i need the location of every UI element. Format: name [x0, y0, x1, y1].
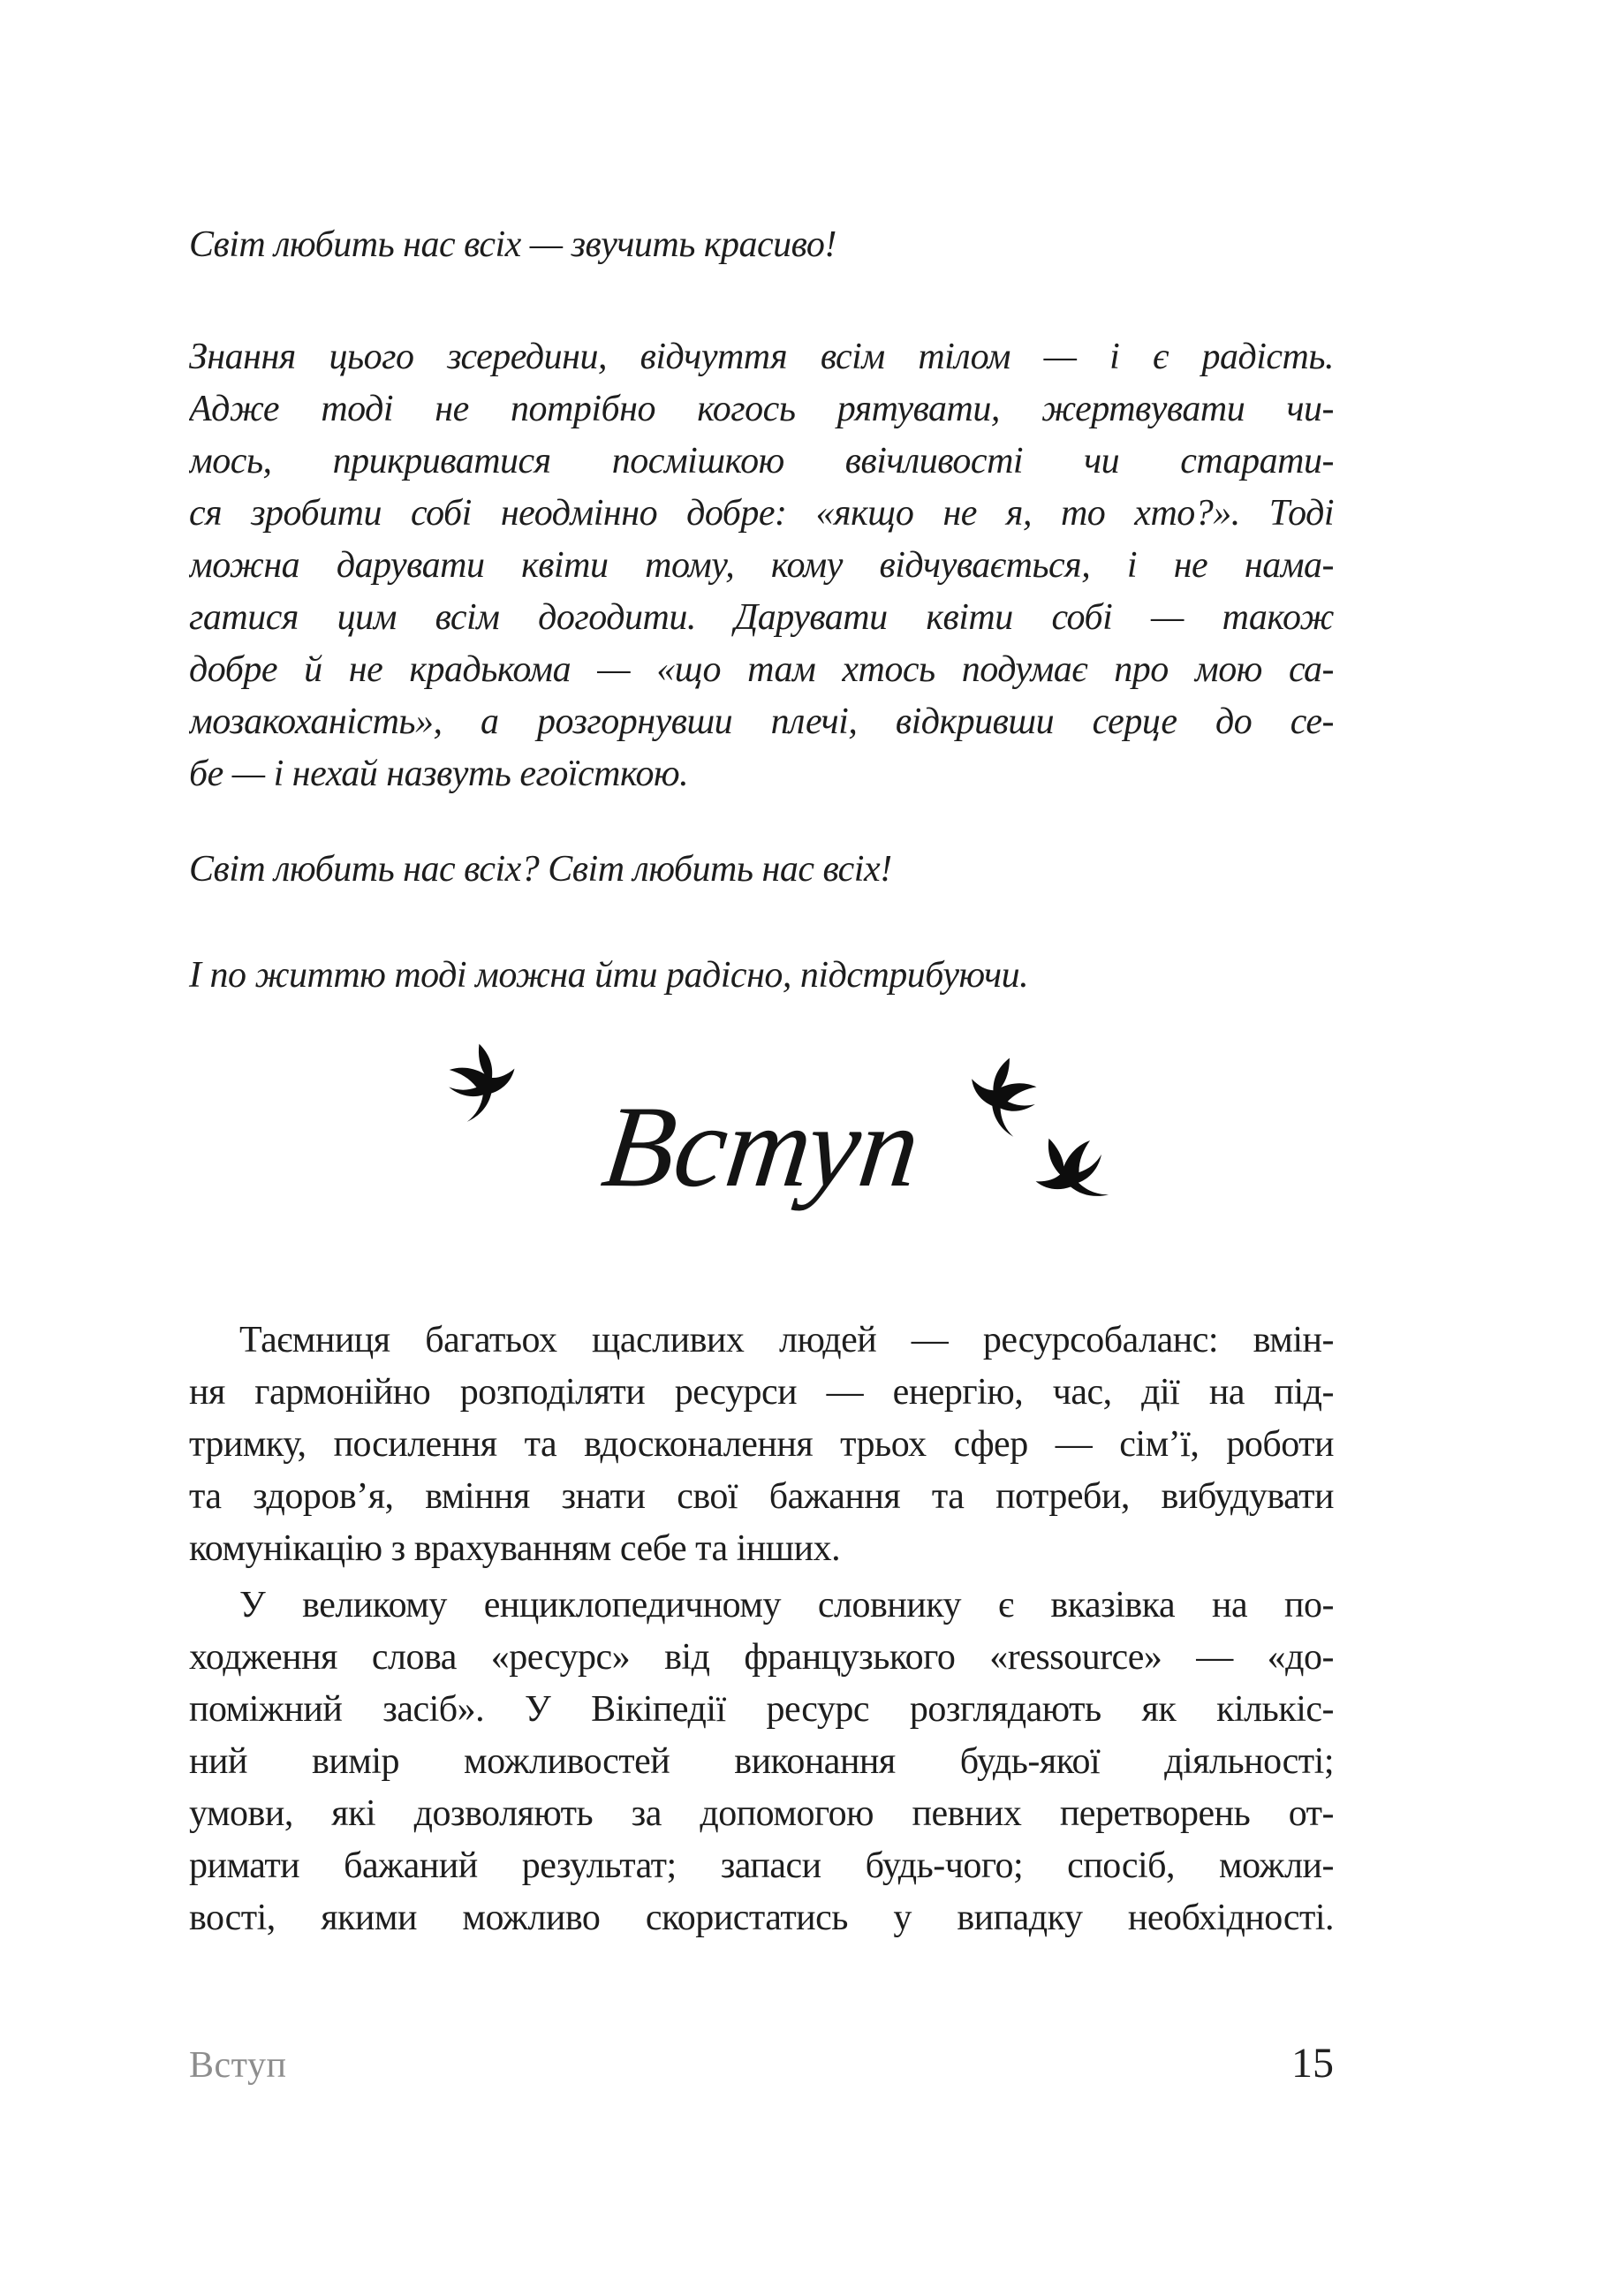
text-line: У великому енциклопедичному словнику є вказівка на по- [239, 1585, 1334, 1625]
text-line: вості, якими можливо скористатись у випадку необхідності. [189, 1898, 1334, 1938]
text-line: римати бажаний результат; запаси будь-чого; спосіб, можли- [189, 1845, 1334, 1886]
text-line: Світ любить нас всіх? Світ любить нас всіх! [189, 849, 892, 890]
body-paragraph-1 [189, 1315, 1334, 1575]
intro-paragraph-3 [189, 844, 1334, 896]
text-line: умови, які дозволяють за допомогою певних перетворень от- [189, 1793, 1334, 1834]
text-line: поміжний засіб». У Вікіпедії ресурс розглядають як кількіс- [189, 1689, 1334, 1730]
text-line: та здоров’я, вміння знати свої бажання та потреби, вибудувати [189, 1476, 1334, 1517]
text-line: можна дарувати квіти тому, кому відчувається, і не нама- [189, 545, 1334, 586]
text-line: ний вимір можливостей виконання будь-якої діяльності; [189, 1741, 1334, 1782]
chapter-title: Вступ [596, 1081, 927, 1211]
text-line: ся зробити собі неодмінно добре: «якщо не я, то хто?». Тоді [189, 493, 1334, 534]
page-footer [189, 2039, 1334, 2088]
intro-paragraph-2 [189, 331, 1334, 800]
text-line: ходження слова «ресурс» від французького «ressource» — «до- [189, 1637, 1334, 1678]
text-line: тримку, посилення та вдосконалення трьох сфер — сім’ї, роботи [189, 1424, 1334, 1465]
intro-paragraph-4 [189, 950, 1334, 1002]
text-line: Знання цього зсередини, відчуття всім тілом — і є радість. [189, 337, 1334, 377]
intro-paragraph-1 [189, 219, 1334, 271]
text-line: добре й не крадькома — «що там хтось подумає про мою са- [189, 649, 1334, 690]
text-line: комунікацію з врахуванням себе та інших. [189, 1528, 841, 1569]
page-number: 15 [1291, 2040, 1334, 2087]
text-line: мозакоханість», а розгорнувши плечі, відкривши серце до се- [189, 701, 1334, 742]
text-line: ня гармонійно розподіляти ресурси — енергію, час, дії на під- [189, 1372, 1334, 1413]
body-paragraph-2 [189, 1580, 1334, 1944]
text-line: Світ любить нас всіх — звучить красиво! [189, 224, 836, 265]
text-line: бе — і нехай назвуть егоїсткою. [189, 754, 689, 794]
text-line: І по життю тоді можна йти радісно, підстрибуючи. [189, 955, 1029, 996]
footer-section-label: Вступ [189, 2045, 287, 2086]
chapter-heading-decoration [189, 1027, 1334, 1284]
text-line: мось, прикриватися посмішкою ввічливості чи старати- [189, 441, 1334, 481]
text-line: гатися цим всім догодити. Дарувати квіти собі — також [189, 597, 1334, 638]
text-line: Адже тоді не потрібно когось рятувати, жертвувати чи- [189, 389, 1334, 429]
text-line: Таємниця багатьох щасливих людей — ресурсобаланс: вмін- [239, 1320, 1334, 1360]
